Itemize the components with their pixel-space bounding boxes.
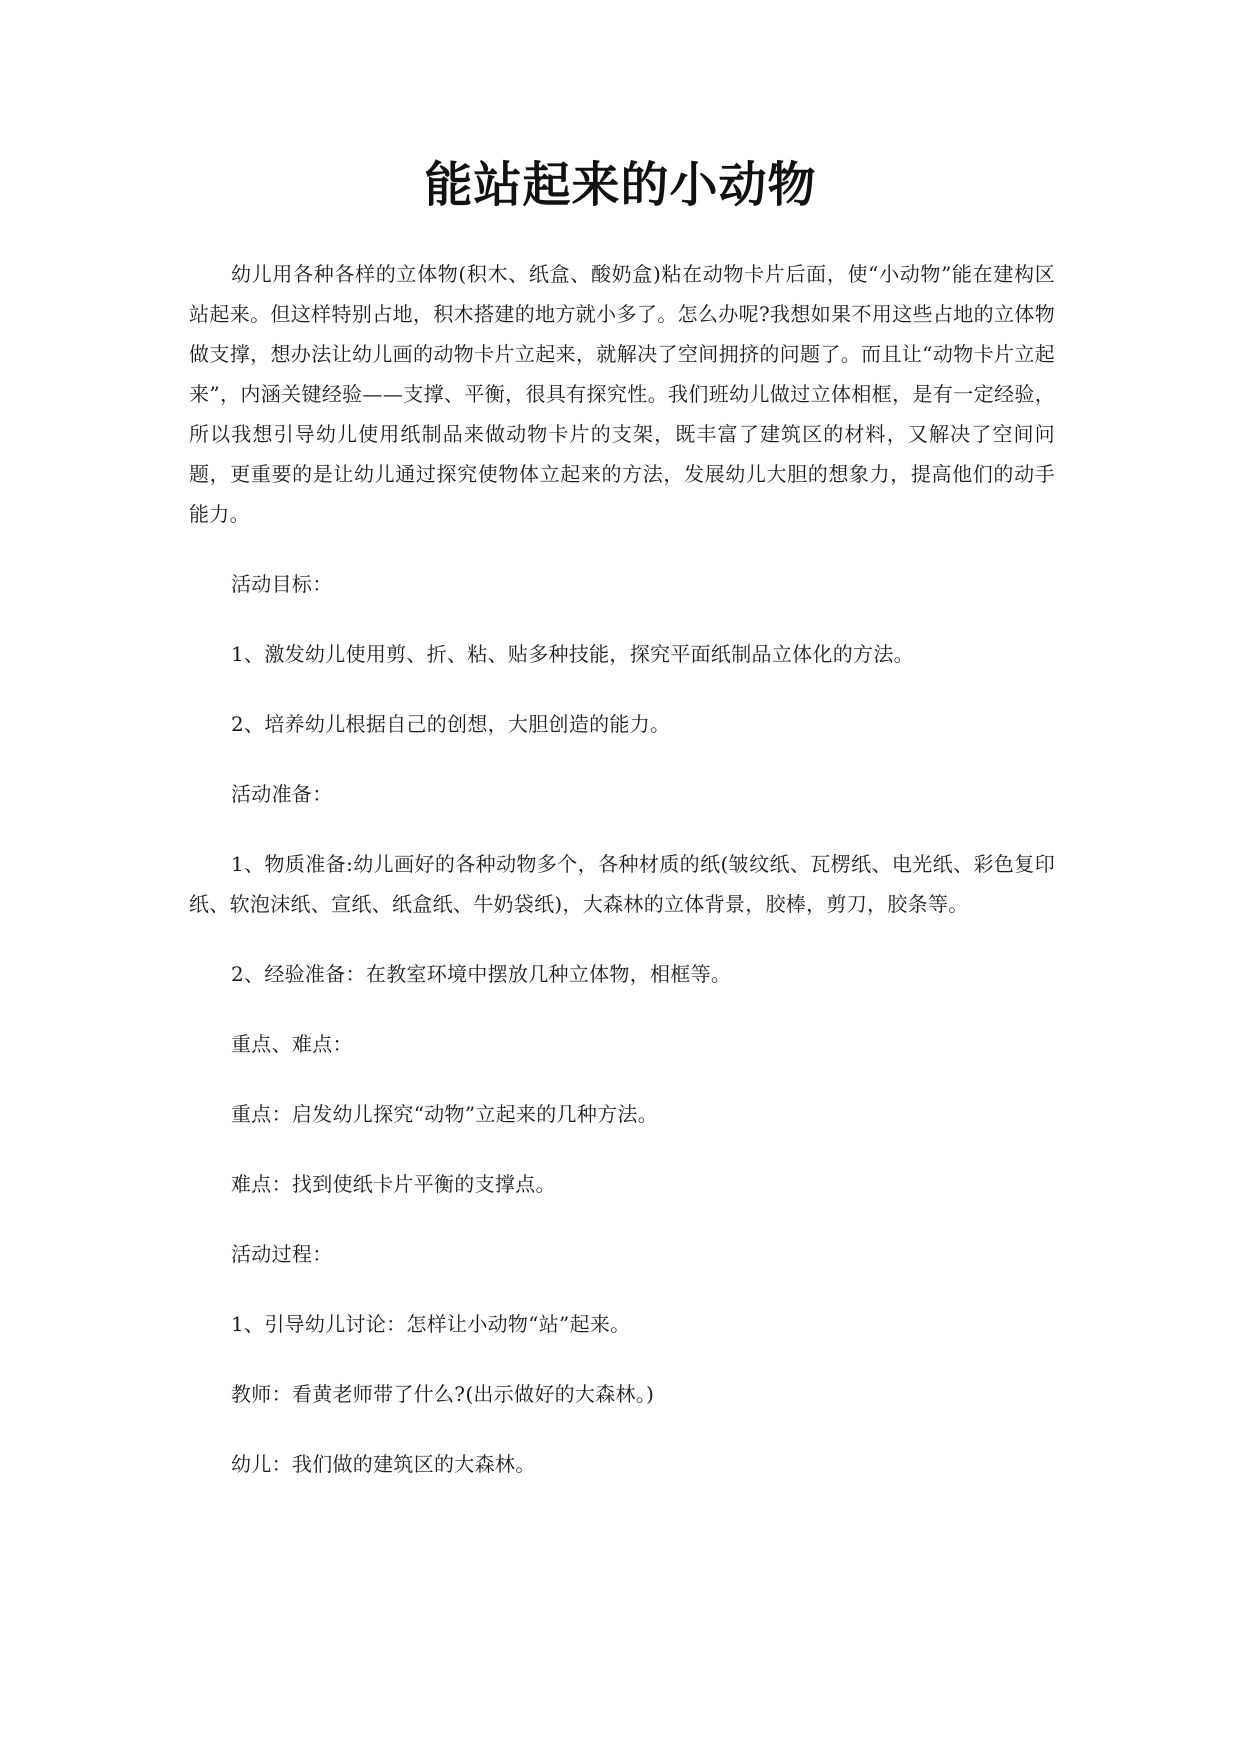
difficult-point: 难点：找到使纸卡片平衡的支撑点。 [231, 1172, 556, 1196]
dialogue-teacher: 教师：看黄老师带了什么?(出示做好的大森林。) [231, 1382, 655, 1406]
key-point: 重点：启发幼儿探究“动物”立起来的几种方法。 [231, 1102, 659, 1126]
section-heading-preparation: 活动准备： [231, 782, 333, 806]
dialogue-child: 幼儿：我们做的建筑区的大森林。 [231, 1452, 536, 1476]
section-heading-goals: 活动目标： [231, 572, 333, 596]
goal-item-1: 1、激发幼儿使用剪、折、粘、贴多种技能，探究平面纸制品立体化的方法。 [231, 642, 914, 666]
section-heading-process: 活动过程： [231, 1242, 333, 1266]
process-step-1: 1、引导幼儿讨论：怎样让小动物“站”起来。 [231, 1312, 631, 1336]
section-heading-key-points: 重点、难点： [231, 1032, 353, 1056]
preparation-item-2: 2、经验准备：在教室环境中摆放几种立体物，相框等。 [231, 962, 732, 986]
goal-item-2: 2、培养幼儿根据自己的创想，大胆创造的能力。 [231, 712, 671, 736]
preparation-item-1: 1、物质准备:幼儿画好的各种动物多个，各种材质的纸(皱纹纸、瓦楞纸、电光纸、彩色复印纸、软泡沫纸、宣纸、纸盒纸、牛奶袋纸)，大森林的立体背景，胶棒，剪刀，胶条等。 [189, 852, 1055, 916]
intro-paragraph: 幼儿用各种各样的立体物(积木、纸盒、酸奶盒)粘在动物卡片后面，使“小动物”能在建构区站起来。但这样特别占地，积木搭建的地方就小多了。怎么办呢?我想如果不用这些占地的立体物做支撑，想办法让幼儿画的动物卡片立起来，就解决了空间拥挤的问题了。而且让“动物卡片立起来”，内涵关键经验——支撑、平衡，很具有探究性。我们班幼儿做过立体相框，是有一定经验，所以我想引导幼儿使用纸制品来做动物卡片的支架，既丰富了建筑区的材料，又解决了空间问题，更重要的是让幼儿通过探究使物体立起来的方法，发展幼儿大胆的想象力，提高他们的动手能力。 [189, 262, 1055, 526]
document-body [189, 254, 1055, 1484]
document-title: 能站起来的小动物 [424, 157, 817, 213]
